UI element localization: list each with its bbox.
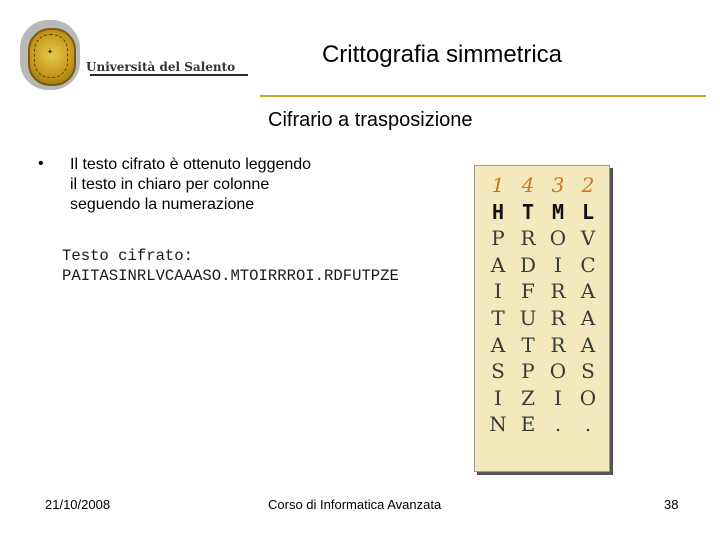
table-cell: A	[580, 332, 596, 357]
ciphertext-value: PAITASINRLVCAAASO.MTOIRRROI.RDFUTPZE	[62, 267, 399, 285]
table-cell: F	[521, 279, 535, 304]
footer-page-number: 38	[664, 497, 679, 512]
table-cell: V	[580, 226, 596, 251]
key-letter: T	[521, 199, 535, 224]
table-cell: I	[494, 385, 502, 410]
table-cell: D	[519, 252, 537, 277]
table-cell: C	[580, 252, 596, 277]
slide-title: Crittografia simmetrica	[321, 41, 563, 68]
table-cell: R	[520, 226, 536, 251]
key-letter: H	[491, 199, 505, 224]
table-cell: R	[550, 305, 566, 330]
table-cell: P	[521, 359, 535, 384]
bullet-line: il testo in chiaro per colonne	[70, 176, 270, 193]
table-cell: T	[491, 305, 505, 330]
table-cell: O	[549, 359, 567, 384]
slide-subtitle: Cifrario a trasposizione	[268, 109, 473, 131]
bullet-line: Il testo cifrato è ottenuto leggendo	[70, 156, 312, 173]
column-number: 1	[491, 173, 505, 197]
logo-text: Università del Salento	[86, 60, 236, 74]
table-cell: A	[580, 279, 596, 304]
table-cell: I	[554, 385, 562, 410]
key-letter: M	[551, 199, 565, 224]
university-seal-icon: ✦	[20, 20, 80, 90]
table-cell: Z	[521, 385, 535, 410]
table-cell: A	[490, 252, 506, 277]
table-cell: T	[521, 332, 535, 357]
table-cell: R	[550, 279, 566, 304]
transposition-grid	[483, 172, 603, 438]
footer-course: Corso di Informatica Avanzata	[268, 497, 442, 512]
title-divider	[260, 95, 706, 97]
table-cell: N	[489, 412, 507, 437]
bullet-marker: •	[38, 155, 44, 172]
ciphertext-label: Testo cifrato:	[62, 247, 194, 265]
table-cell: S	[581, 359, 595, 384]
table-cell: A	[580, 305, 596, 330]
column-number: 2	[581, 173, 595, 197]
table-cell: U	[519, 305, 537, 330]
key-letter: L	[581, 199, 595, 224]
column-number: 3	[551, 173, 565, 197]
table-cell: A	[490, 332, 506, 357]
table-cell: S	[491, 359, 505, 384]
table-cell: R	[550, 332, 566, 357]
logo-underline	[90, 74, 248, 76]
footer-date: 21/10/2008	[45, 497, 111, 512]
table-cell: .	[554, 412, 562, 437]
column-number: 4	[521, 173, 535, 197]
bullet-line: seguendo la numerazione	[70, 196, 255, 213]
university-logo	[20, 20, 248, 90]
table-cell: E	[520, 412, 536, 437]
table-cell: .	[584, 412, 592, 437]
table-cell: I	[554, 252, 562, 277]
table-cell: I	[494, 279, 502, 304]
table-cell: O	[579, 385, 597, 410]
bullet-text	[70, 155, 400, 215]
table-cell: P	[491, 226, 505, 251]
table-cell: O	[549, 226, 567, 251]
transposition-table	[474, 165, 610, 472]
